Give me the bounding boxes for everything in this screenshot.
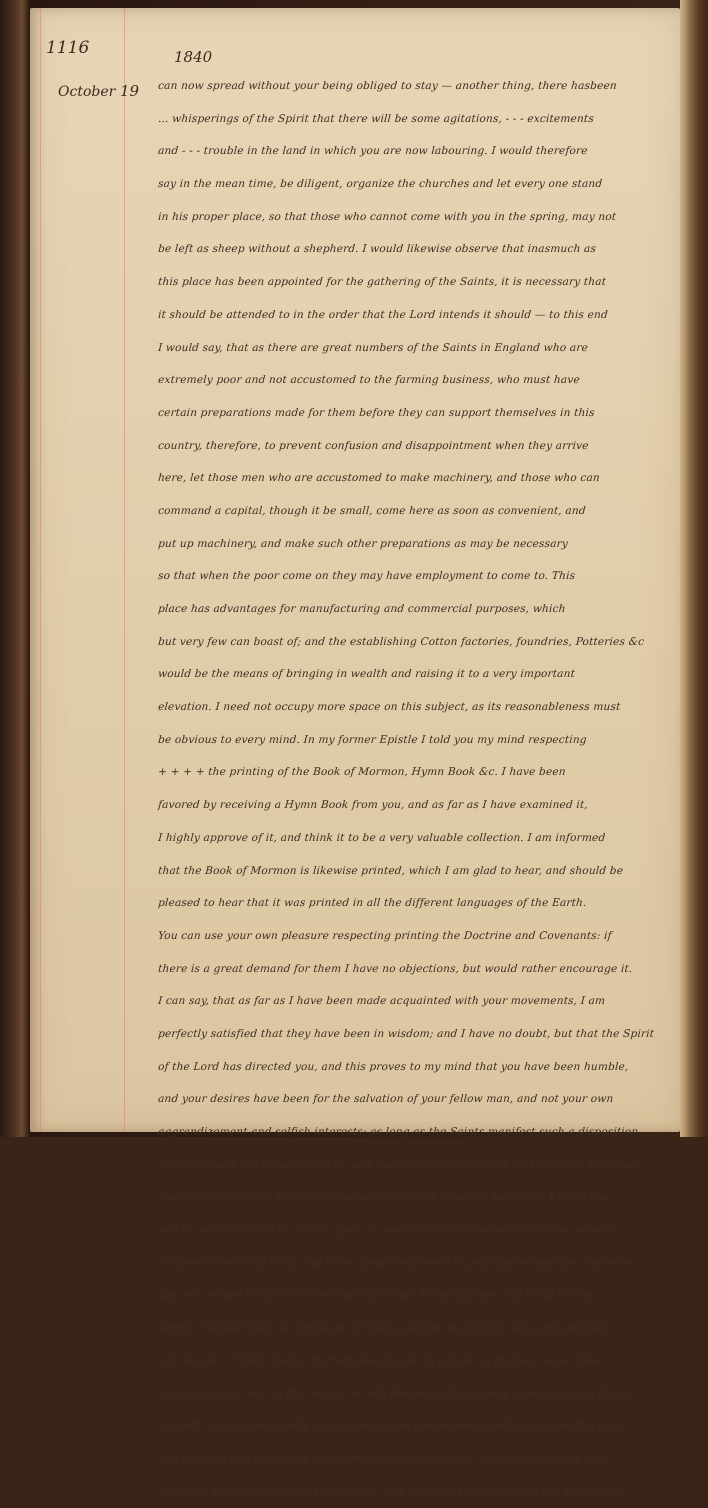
text-line: command a capital, though it be small, come here as soon as convenient, and (157, 504, 587, 517)
margin-rule (40, 8, 41, 1132)
text-line: this place has been appointed for the gathering of the Saints, it is necessary that (157, 276, 607, 289)
text-line: there is a great demand for them I have no objections, but would rather encourage it. (157, 962, 633, 975)
text-line: aggrandizement and selfish interests; as long as the Saints manifest such a disposition, (157, 1126, 643, 1138)
text-line: ... whisperings of the Spirit that there will be some agitations, - - - excitements (157, 112, 595, 125)
text-line: longer than the rest of the twelve, he will feel himself at liberty to do so, as his family (157, 1387, 633, 1400)
text-line: + + + + the printing of the Book of Mormon, Hymn Book &c. I have been (157, 766, 567, 779)
text-line: and - - - trouble in the land in which you are now labouring. I would therefore (157, 145, 589, 158)
text-line: be obvious to every mind. In my former Epistle I told you my mind respecting (157, 733, 588, 746)
text-line: and likewise it is necessary that some one should remain, who is conversant with (157, 1452, 608, 1465)
text-line: many things of much importance on which you ask counsel, but which I think you (157, 1191, 610, 1204)
manuscript-page (30, 8, 680, 1498)
page-number: 1116 (46, 38, 90, 58)
text-line: of the Lord has directed you, and this proves to my mind that you have been humble, (157, 1060, 629, 1073)
handwritten-text-body (158, 70, 678, 1508)
text-line: be left as sheep without a shepherd. I would likewise observe that inasmuch as (157, 243, 597, 256)
text-line: that the Book of Mormon is likewise printed, which I am glad to hear, and should be (157, 864, 624, 877)
text-line: extremely poor and not accustomed to the farming business, who must have (157, 374, 581, 387)
text-line: but very few can boast of; and the establishing Cotton factories, foundries, Potteries &c (157, 635, 645, 648)
page-edge (680, 0, 708, 1137)
text-line: elevation. I need not occupy more space on this subject, as its reasonableness must (157, 701, 621, 714)
text-line: circumstances than I am; and I feel great confidence in your united wisdom, therefore, (157, 1256, 640, 1269)
text-line: I highly approve of it, and think it to be a very valuable collection. I am informed (157, 831, 606, 844)
text-line: so that when the poor come on they may have employment to come to. This (157, 570, 576, 583)
text-line: would be the means of bringing in wealth and raising it to a very important (157, 668, 576, 681)
text-line: put up machinery, and make such other preparations as may be necessary (157, 537, 569, 550)
text-line: wrong, I should take the privilege of making known my mind to you, and pointing (157, 1322, 610, 1335)
year-heading: 1840 (174, 48, 213, 66)
date-column-rule (124, 8, 125, 1132)
text-line: the rules and regulations of the Church, and continue the paper which is published; — (157, 1485, 637, 1498)
text-line: certain preparations made for them before they can support themselves in this (157, 406, 596, 419)
text-line: say in the mean time, be diligent, organize the churches and let every one stand (157, 178, 603, 191)
text-line: I can say, that as far as I have been made acquainted with your movements, I am (157, 995, 606, 1008)
text-line: I would say, that as there are great numbers of the Saints in England who are (157, 341, 589, 354)
date-day: 19 (120, 82, 140, 100)
text-line: favored by receiving a Hymn Book from you, and as far as I have examined it, (157, 799, 589, 812)
text-line: and your desires have been for the salvation of your fellow man, and not your own (157, 1093, 614, 1106)
text-line: it should be attended to in the order that the Lord intends it should — to this end (157, 308, 609, 321)
text-line: in his proper place, so that those who cannot come with you in the spring, may not (157, 210, 617, 223)
text-line: here, let those men who are accustomed to make machinery, and those who can (157, 472, 601, 485)
text-line: are with him, consequently his circumstances are somewhat different from the rest; (157, 1420, 624, 1433)
text-line: pleased to hear that it was printed in all the different languages of the Earth. (157, 897, 587, 910)
text-line: their counsels will be approved of, and their exertions crowned with success. There are (157, 1158, 643, 1171)
text-line: out the evil. If Elder Parley P. Pratt should wish to remain in England some time (157, 1354, 601, 1367)
text-line: you will excuse me for not entering into detail: If I should see any thing that is (157, 1289, 593, 1302)
text-line: You can use your own pleasure respecting printing the Doctrine and Covenants: if (157, 929, 613, 942)
date-month: October (58, 84, 116, 100)
text-line: place has advantages for manufacturing and commercial purposes, which (157, 603, 567, 615)
text-line: will be perfectly able to decide upon, as you are more conversant with the peculiar — (157, 1224, 632, 1237)
text-line: can now spread without your being obliged to stay — another thing, there hasbeen (157, 80, 618, 92)
text-line: country, therefore, to prevent confusion and disappointment when they arrive (157, 439, 590, 452)
text-line: perfectly satisfied that they have been in wisdom; and I have no doubt, but that the Spirit (157, 1027, 655, 1040)
